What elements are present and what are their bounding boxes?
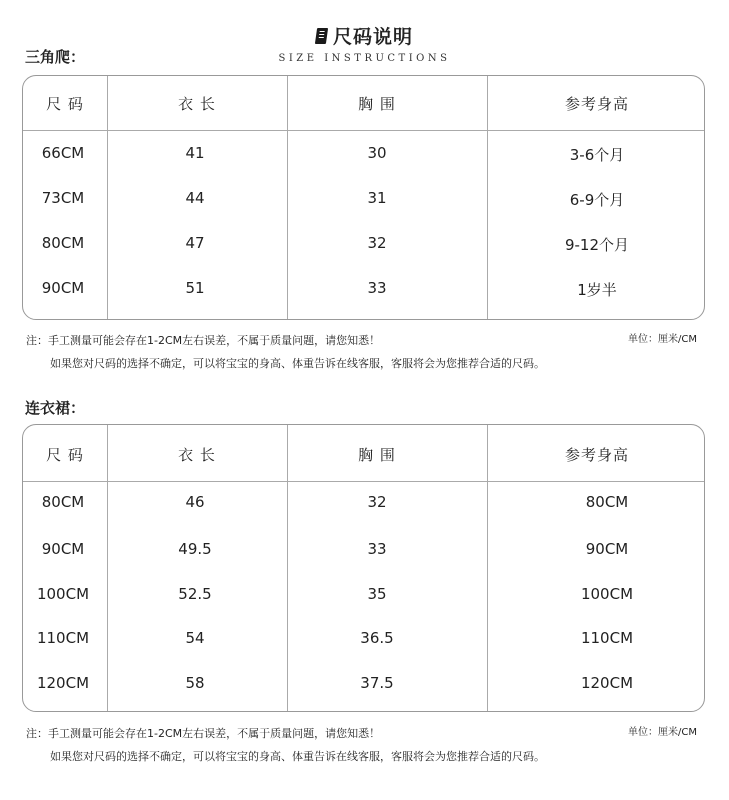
cell-length: 44 — [185, 189, 205, 207]
cell-size: 120CM — [36, 674, 90, 692]
unit-label: 单位：厘米/CM — [628, 727, 697, 738]
cell-chest: 37.5 — [360, 674, 394, 692]
column-header-height: 参考身高 — [564, 95, 629, 113]
cell-height: 80CM — [585, 493, 629, 511]
size-advice-note: 如果您对尺码的选择不确定，可以将宝宝的身高、体重告诉在线客服，客服将会为您推荐合适的尺码。 — [50, 750, 545, 763]
size-table-romper — [22, 75, 705, 320]
cell-chest: 33 — [367, 279, 387, 297]
column-divider — [287, 425, 288, 711]
column-header-length: 衣 长 — [178, 95, 216, 113]
measurement-note: 注：手工测量可能会存在1-2CM左右误差，不属于质量问题，请您知悉！ — [26, 334, 381, 347]
cell-size: 66CM — [41, 144, 85, 162]
cell-size: 80CM — [41, 234, 85, 252]
section-title-dress: 连衣裙： — [25, 399, 86, 417]
cell-chest: 31 — [367, 189, 387, 207]
cell-length: 41 — [185, 144, 205, 162]
cell-size: 90CM — [41, 279, 85, 297]
cell-chest: 36.5 — [360, 629, 394, 647]
cell-size: 73CM — [41, 189, 85, 207]
cell-chest: 33 — [367, 540, 387, 558]
page-title: 尺码说明 — [332, 26, 413, 48]
page-subtitle: SIZE INSTRUCTIONS — [278, 53, 451, 64]
cell-length: 51 — [185, 279, 205, 297]
measurement-note: 注：手工测量可能会存在1-2CM左右误差，不属于质量问题，请您知悉！ — [26, 727, 381, 740]
column-header-chest: 胸 围 — [358, 95, 396, 113]
cell-length: 46 — [185, 493, 205, 511]
column-header-length: 衣 长 — [178, 446, 216, 464]
cell-size: 100CM — [36, 585, 90, 603]
column-header-size: 尺 码 — [46, 446, 84, 464]
cell-chest: 32 — [367, 493, 387, 511]
cell-height: 100CM — [580, 585, 634, 603]
cell-chest: 30 — [367, 144, 387, 162]
column-header-height: 参考身高 — [564, 446, 629, 464]
column-header-chest: 胸 围 — [358, 446, 396, 464]
title-row — [316, 22, 413, 49]
cell-chest: 32 — [367, 234, 387, 252]
cell-size: 110CM — [36, 629, 90, 647]
section-title-romper: 三角爬： — [25, 48, 86, 66]
page-header — [0, 22, 729, 64]
cell-height: 120CM — [580, 674, 634, 692]
size-advice-note: 如果您对尺码的选择不确定，可以将宝宝的身高、体重告诉在线客服，客服将会为您推荐合适的尺码。 — [50, 357, 545, 370]
document-icon — [315, 28, 328, 44]
cell-height: 9-12个月 — [564, 236, 630, 254]
cell-height: 1岁半 — [577, 281, 617, 299]
cell-length: 47 — [185, 234, 205, 252]
unit-label: 单位：厘米/CM — [628, 334, 697, 345]
cell-height: 110CM — [580, 629, 634, 647]
cell-height: 3-6个月 — [569, 146, 625, 164]
cell-height: 6-9个月 — [569, 191, 625, 209]
cell-height: 90CM — [585, 540, 629, 558]
cell-length: 58 — [185, 674, 205, 692]
column-header-size: 尺 码 — [46, 95, 84, 113]
header-divider — [23, 481, 704, 482]
size-table-dress — [22, 424, 705, 712]
cell-size: 80CM — [41, 493, 85, 511]
cell-length: 49.5 — [178, 540, 212, 558]
cell-length: 52.5 — [178, 585, 212, 603]
cell-length: 54 — [185, 629, 205, 647]
column-divider — [107, 425, 108, 711]
column-divider — [487, 76, 488, 319]
column-divider — [487, 425, 488, 711]
header-divider — [23, 130, 704, 131]
cell-chest: 35 — [367, 585, 387, 603]
cell-size: 90CM — [41, 540, 85, 558]
